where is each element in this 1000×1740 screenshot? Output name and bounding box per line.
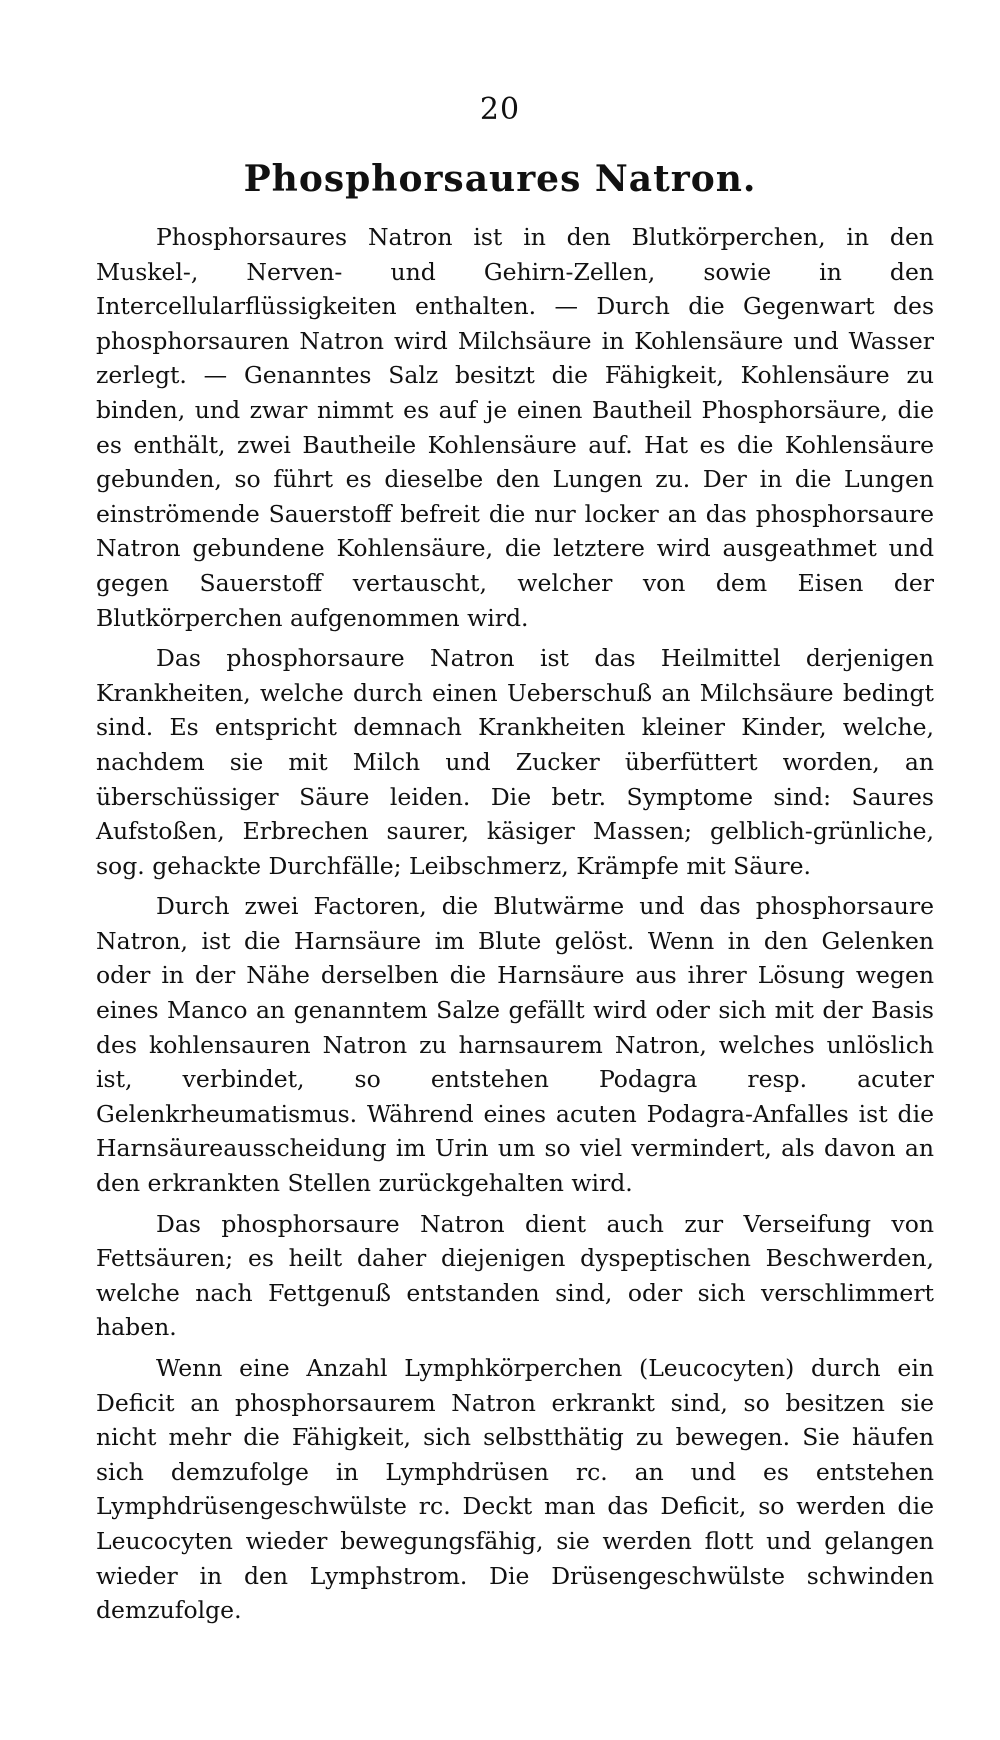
paragraph-1: Phosphorsaures Natron ist in den Blutkörperchen, in den Muskel-, Nerven- und Gehirn-Zellen, sowie in den Intercellularflüssigkeiten enthalten. — Durch die Gegenwart des phosphorsauren Natron wird Milchsäure in Kohlensäure und Wasser zerlegt. — Genanntes Salz besitzt die Fähigkeit, Kohlensäure zu binden, und zwar nimmt es auf je einen Bautheil Phosphorsäure, die es enthält, zwei Bautheile Kohlensäure auf. Hat es die Kohlensäure gebunden, so führt es dieselbe den Lungen zu. Der in die Lungen einströmende Sauerstoff befreit die nur locker an das phosphorsaure Natron gebundene Kohlensäure, die letztere wird ausgeathmet und gegen Sauerstoff vertauscht, welcher von dem Eisen der Blutkörperchen aufgenommen wird.	[96, 223, 934, 632]
paragraph-2: Das phosphorsaure Natron ist das Heilmittel derjenigen Krankheiten, welche durch einen Ueberschuß an Milchsäure bedingt sind. Es entspricht demnach Krankheiten kleiner Kinder, welche, nachdem sie mit Milch und Zucker überfüttert worden, an überschüssiger Säure leiden. Die betr. Symptome sind: Saures Aufstoßen, Erbrechen saurer, käsiger Massen; gelblich-grünliche, sog. gehackte Durchfälle; Leibschmerz, Krämpfe mit Säure.	[96, 644, 934, 880]
paragraph-4: Das phosphorsaure Natron dient auch zur Verseifung von Fettsäuren; es heilt daher diejenigen dyspeptischen Beschwerden, welche nach Fettgenuß entstanden sind, oder sich verschlimmert haben.	[96, 1209, 934, 1342]
paragraph-5: Wenn eine Anzahl Lymphkörperchen (Leucocyten) durch ein Deficit an phosphorsaurem Natron erkrankt sind, so besitzen sie nicht mehr die Fähigkeit, sich selbstthätig zu bewegen. Sie häufen sich demzufolge in Lymphdrüsen rc. an und es entstehen Lymphdrüsengeschwülste rc. Deckt man das Deficit, so werden die Leucocyten wieder bewegungsfähig, sie werden flott und gelangen wieder in den Lymphstrom. Die Drüsengeschwülste schwinden demzufolge.	[96, 1354, 934, 1625]
page-title: Phosphorsaures Natron.	[243, 158, 757, 200]
paragraph-3: Durch zwei Factoren, die Blutwärme und das phosphorsaure Natron, ist die Harnsäure im Blute gelöst. Wenn in den Gelenken oder in der Nähe derselben die Harnsäure aus ihrer Lösung wegen eines Manco an genanntem Salze gefällt wird oder sich mit der Basis des kohlensauren Natron zu harnsaurem Natron, welches unlöslich ist, verbindet, so entstehen Podagra resp. acuter Gelenkrheumatismus. Während eines acuten Podagra-Anfalles ist die Harnsäureausscheidung im Urin um so viel vermindert, als davon an den erkrankten Stellen zurückgehalten wird.	[96, 892, 934, 1198]
body-text	[96, 220, 934, 1634]
page-number: 20	[479, 92, 521, 127]
